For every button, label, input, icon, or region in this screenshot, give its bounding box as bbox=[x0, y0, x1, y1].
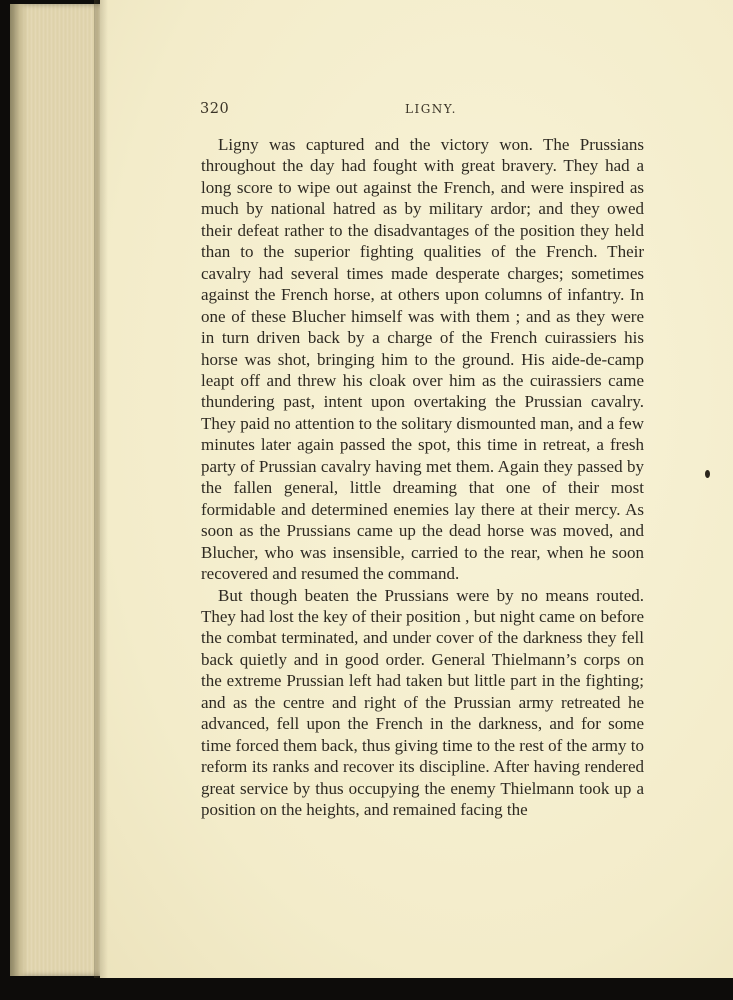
ink-spot bbox=[705, 470, 710, 478]
book-gutter bbox=[94, 0, 108, 980]
scan-border bbox=[0, 978, 733, 1000]
page-header bbox=[200, 101, 644, 121]
page-stack-shadow bbox=[10, 4, 28, 976]
page-number: 320 bbox=[200, 101, 230, 117]
body-text bbox=[201, 134, 644, 821]
paragraph: But though beaten the Prussians were by no means routed. They had lost the key of their position , but night came on before the combat terminated, and under cover of the darkness they fell back quietly and in good order. General Thielmann’s corps on the extreme Prussian left had taken but little part in the fighting; and as the centre and right of the Prussian army retreated he advanced, fell upon the French in the darkness, and for some time forced them back, thus giving time to the rest of the army to reform its ranks and recover its discipline. After having rendered great service by thus occupying the enemy Thielmann took up a position on the heights, and remained facing the bbox=[201, 585, 644, 820]
running-head: LIGNY. bbox=[405, 102, 457, 116]
paragraph: Ligny was captured and the victory won. The Prussians throughout the day had fought with great bravery. They had a long score to wipe out against the French, and were inspired as much by national hatred as by military ardor; and they owed their defeat rather to the disadvantages of the position they held than to the superior fighting qualities of the French. Their cavalry had several times made desperate charges; sometimes against the French horse, at others upon columns of infantry. In one of these Blucher himself was with them ; and as they were in turn driven back by a charge of the French cuirassiers his horse was shot, bringing him to the ground. His aide-de-camp leapt off and threw his cloak over him as the cuirassiers came thundering past, intent upon overtaking the Prussian cavalry. They paid no attention to the solitary dismounted man, and a few minutes later again passed the spot, this time in retreat, a fresh party of Prussian cavalry having met them. Again they passed by the fallen general, little dreaming that one of their most formidable and determined enemies lay there at their mercy. As soon as the Prussians came up the dead horse was moved, and Blucher, who was insensible, carried to the rear, when he soon recovered and resumed the command. bbox=[201, 135, 644, 584]
